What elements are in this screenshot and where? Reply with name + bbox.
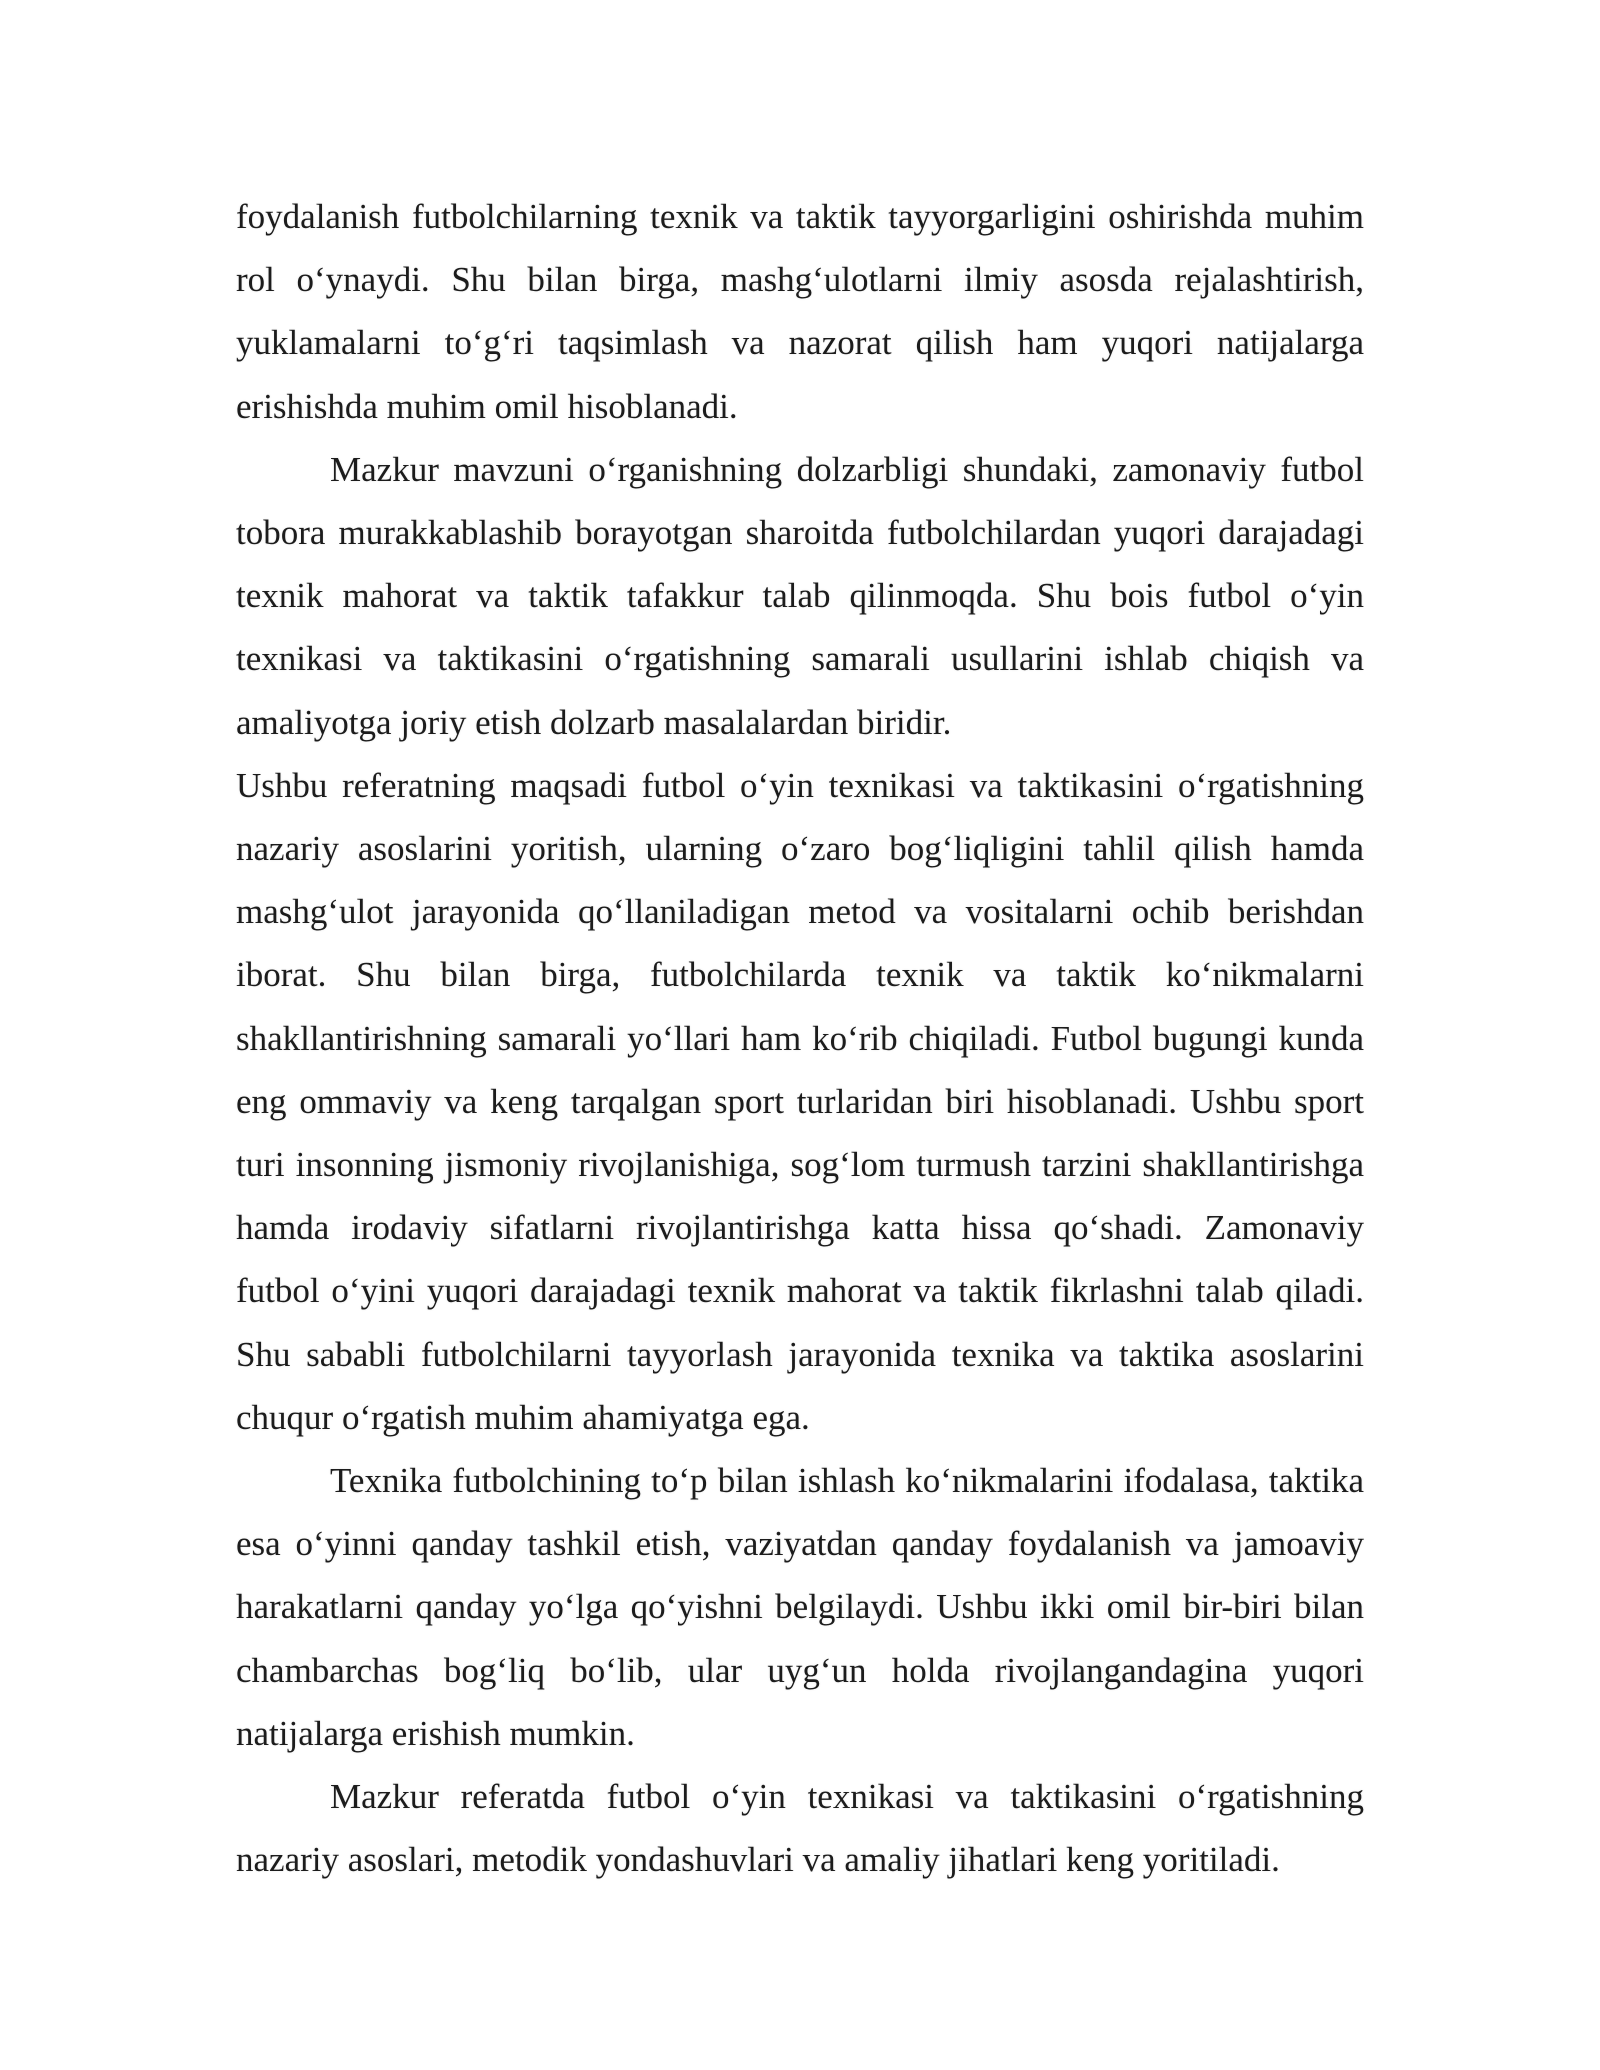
document-body — [236, 185, 1364, 1891]
paragraph-2: Mazkur mavzuni o‘rganishning dolzarbligi shundaki, zamonaviy futbol tobora murakkablashib borayotgan sharoitda futbolchilardan yuqori darajadagi texnik mahorat va taktik tafakkur talab qilinmoqda. Shu bois futbol o‘yin texnikasi va taktikasini o‘rgatishning samarali usullarini ishlab chiqish va amaliyotga joriy etish dolzarb masalalardan biridir. — [236, 449, 1364, 742]
paragraph-5: Mazkur referatda futbol o‘yin texnikasi va taktikasini o‘rgatishning nazariy asoslari, metodik yondashuvlari va amaliy jihatlari keng yoritiladi. — [236, 1777, 1364, 1880]
paragraph-3: Ushbu referatning maqsadi futbol o‘yin texnikasi va taktikasini o‘rgatishning nazariy asoslarini yoritish, ularning o‘zaro bog‘liqligini tahlil qilish hamda mashg‘ulot jarayonida qo‘llaniladigan metod va vositalarni ochib berishdan iborat. Shu bilan birga, futbolchilarda texnik va taktik ko‘nikmalarni shakllantirishning samarali yo‘llari ham ko‘rib chiqiladi. Futbol bugungi kunda eng ommaviy va keng tarqalgan sport turlaridan biri hisoblanadi. Ushbu sport turi insonning jismoniy rivojlanishiga, sog‘lom turmush tarzini shakllantirishga hamda irodaviy sifatlarni rivojlantirishga katta hissa qo‘shadi. Zamonaviy futbol o‘yini yuqori darajadagi texnik mahorat va taktik fikrlashni talab qiladi. Shu sababli futbolchilarni tayyorlash jarayonida texnika va taktika asoslarini chuqur o‘rgatish muhim ahamiyatga ega. — [236, 765, 1364, 1437]
paragraph-4: Texnika futbolchining to‘p bilan ishlash ko‘nikmalarini ifodalasa, taktika esa o‘yinni qanday tashkil etish, vaziyatdan qanday foydalanish va jamoaviy harakatlarni qanday yo‘lga qo‘yishni belgilaydi. Ushbu ikki omil bir-biri bilan chambarchas bog‘liq bo‘lib, ular uyg‘un holda rivojlangandagina yuqori natijalarga erishish mumkin. — [236, 1461, 1364, 1753]
paragraph-1: foydalanish futbolchilarning texnik va taktik tayyorgarligini oshirishda muhim rol o‘ynaydi. Shu bilan birga, mashg‘ulotlarni ilmiy asosda rejalashtirish, yuklamalarni to‘g‘ri taqsimlash va nazorat qilish ham yuqori natijalarga erishishda muhim omil hisoblanadi. — [236, 197, 1364, 426]
